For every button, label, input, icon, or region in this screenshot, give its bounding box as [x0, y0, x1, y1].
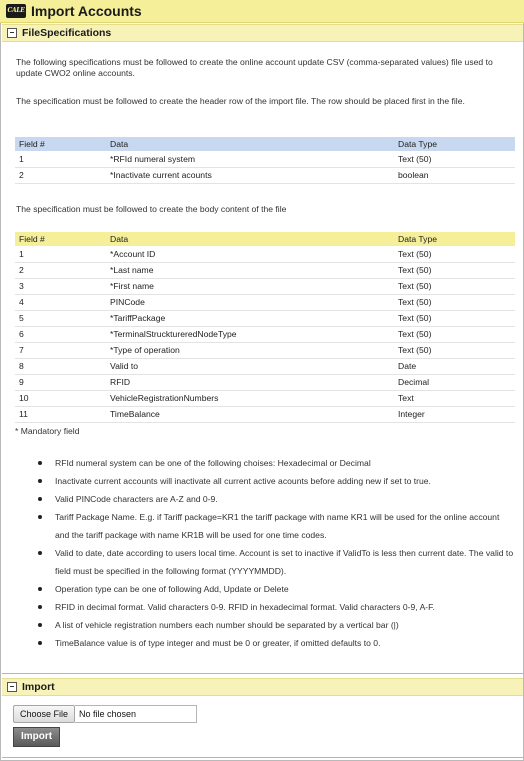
- field-data: *First name: [110, 281, 154, 291]
- column-header: Data: [106, 137, 394, 151]
- intro-text: The following specifications must be followed to create the online account update CSV (comma-separated values) file used to update CWO2 online accounts.: [16, 57, 493, 78]
- section-title: FileSpecifications: [22, 27, 112, 39]
- rules-list: [18, 454, 516, 652]
- cale-logo: CALE: [6, 4, 26, 18]
- table-row: [15, 151, 515, 167]
- table-row: [15, 294, 515, 310]
- title-bar: [0, 0, 524, 23]
- field-number: 4: [19, 297, 24, 307]
- section-divider: [2, 673, 523, 674]
- field-data: *RFId numeral system: [110, 153, 196, 164]
- field-number: 7: [19, 345, 24, 355]
- field-number: 2: [19, 170, 24, 180]
- header-row-text: The specification must be followed to create the header row of the import file. The row should be placed first in the file.: [16, 96, 465, 106]
- field-number: 9: [19, 377, 24, 387]
- header-spec-table: [15, 137, 515, 184]
- list-item: Valid PINCode characters are A-Z and 0-9.: [55, 490, 516, 508]
- field-data: *Account ID: [110, 248, 156, 259]
- column-header: Data Type: [394, 137, 515, 151]
- list-item: Inactivate current accounts will inactivate all current active acounts before adding new if set to true.: [55, 472, 516, 490]
- field-number: 3: [19, 281, 24, 291]
- table-row: [15, 390, 515, 406]
- field-number: 5: [19, 313, 24, 323]
- list-item: Operation type can be one of following Add, Update or Delete: [55, 580, 516, 598]
- table-row: [15, 342, 515, 358]
- list-item: Tariff Package Name. E.g. if Tariff package=KR1 the tariff package with name KR1 will be used for the online account and the tariff package with name KR1B will be used for one time codes.: [55, 508, 516, 544]
- field-type: boolean: [398, 170, 429, 180]
- field-type: Decimal: [398, 377, 430, 387]
- field-data: *TariffPackage: [110, 313, 166, 323]
- field-data: *Last name: [110, 265, 154, 275]
- section-title: Import: [22, 681, 55, 693]
- file-specifications-header[interactable]: [2, 24, 523, 42]
- field-type: Text (50): [398, 281, 432, 291]
- body-content-text: The specification must be followed to create the body content of the file: [16, 204, 287, 214]
- table-row: [15, 310, 515, 326]
- field-type: Text (50): [398, 345, 432, 355]
- column-header: Data: [106, 232, 394, 246]
- list-item: A list of vehicle registration numbers each number should be separated by a vertical bar (|): [55, 616, 516, 634]
- field-number: 2: [19, 265, 24, 275]
- body-spec-table: [15, 232, 515, 423]
- column-header: Field #: [15, 232, 106, 246]
- field-type: Text: [398, 393, 414, 403]
- field-data: *Type of operation: [110, 345, 180, 355]
- collapse-icon[interactable]: [7, 682, 17, 692]
- field-number: 6: [19, 329, 24, 339]
- table-row: [15, 262, 515, 278]
- field-type: Text (50): [398, 297, 432, 307]
- file-status: No file chosen: [75, 705, 197, 723]
- table-row: [15, 278, 515, 294]
- field-number: 11: [19, 409, 28, 419]
- field-number: 1: [19, 248, 24, 259]
- field-number: 1: [19, 153, 24, 164]
- page-title: Import Accounts: [31, 3, 142, 19]
- file-picker[interactable]: [13, 705, 197, 723]
- table-row: [15, 246, 515, 262]
- field-data: *TerminalStrucktureredNodeType: [110, 329, 237, 339]
- bottom-divider: [2, 757, 523, 758]
- list-item: RFId numeral system can be one of the following choises: Hexadecimal or Decimal: [55, 454, 516, 472]
- table-row: [15, 167, 515, 183]
- table-row: [15, 406, 515, 422]
- choose-file-button[interactable]: Choose File: [13, 705, 75, 723]
- column-header: Data Type: [394, 232, 515, 246]
- field-number: 8: [19, 361, 24, 371]
- field-type: Text (50): [398, 265, 432, 275]
- field-data: VehicleRegistrationNumbers: [110, 393, 219, 403]
- field-type: Text (50): [398, 153, 432, 164]
- import-header[interactable]: [2, 678, 523, 696]
- import-button[interactable]: Import: [13, 727, 60, 747]
- field-data: RFID: [110, 377, 131, 387]
- table-row: [15, 374, 515, 390]
- field-type: Date: [398, 361, 417, 371]
- field-type: Text (50): [398, 248, 432, 259]
- list-item: RFID in decimal format. Valid characters 0-9. RFID in hexadecimal format. Valid characters 0-9, A-F.: [55, 598, 516, 616]
- table-row: [15, 326, 515, 342]
- field-data: TimeBalance: [110, 409, 160, 419]
- field-type: Text (50): [398, 313, 432, 323]
- list-item: TimeBalance value is of type integer and must be 0 or greater, if omitted defaults to 0.: [55, 634, 516, 652]
- field-data: Valid to: [110, 361, 139, 371]
- field-type: Text (50): [398, 329, 432, 339]
- field-type: Integer: [398, 409, 425, 419]
- field-data: PINCode: [110, 297, 145, 307]
- field-number: 10: [19, 393, 29, 403]
- column-header: Field #: [15, 137, 106, 151]
- mandatory-note: * Mandatory field: [15, 426, 80, 436]
- field-data: *Inactivate current acounts: [110, 170, 212, 180]
- list-item: Valid to date, date according to users local time. Account is set to inactive if ValidTo is less then current date. The valid to field must be specified in the following format (YYYYMMDD).: [55, 544, 516, 580]
- collapse-icon[interactable]: [7, 28, 17, 38]
- table-row: [15, 358, 515, 374]
